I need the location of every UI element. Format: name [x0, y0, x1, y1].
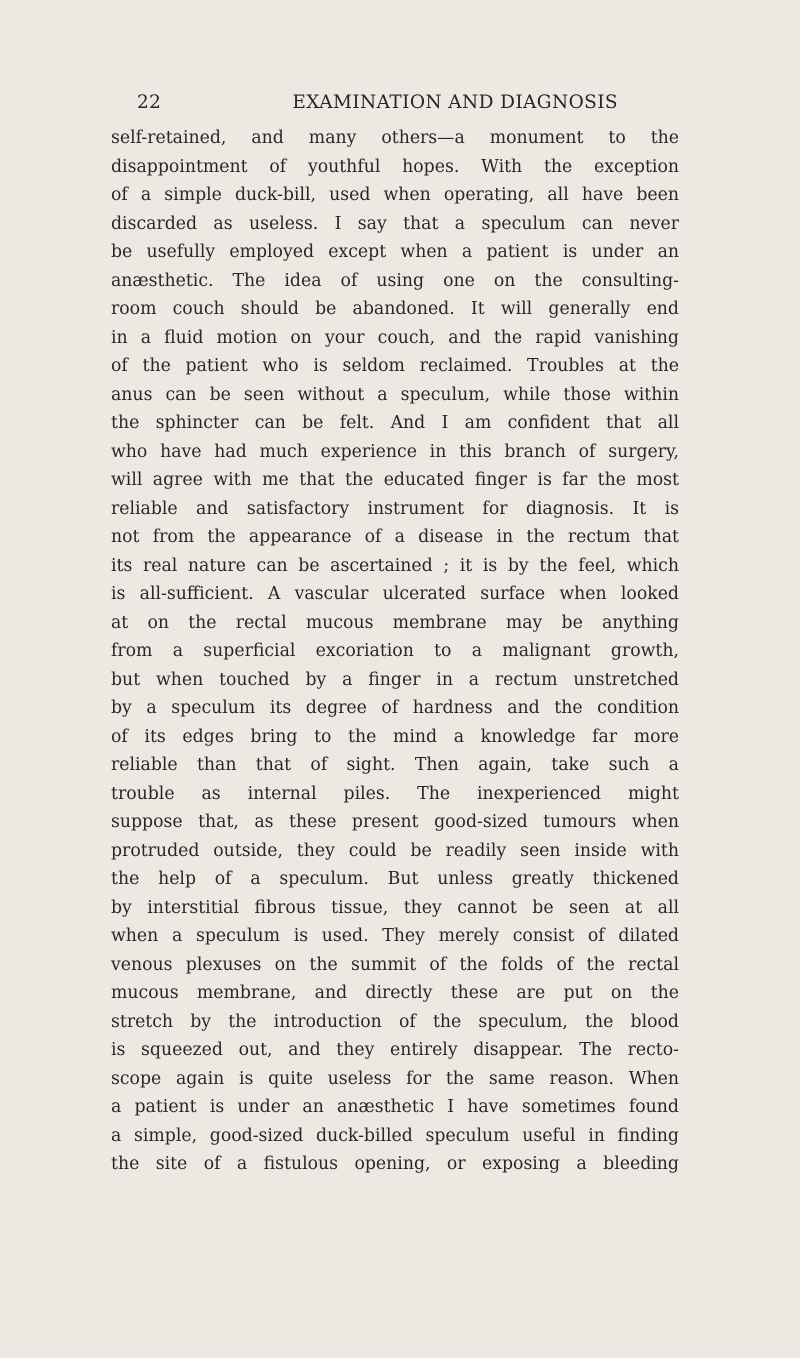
- text-line: anæsthetic. The idea of using one on the consulting-: [111, 270, 679, 291]
- page-header: [137, 92, 618, 122]
- text-line: be usefully employed except when a patient is under an: [111, 242, 679, 262]
- text-line: from a superficial excoriation to a malignant growth,: [111, 641, 679, 661]
- text-line: reliable than that of sight. Then again, take such a: [111, 755, 679, 775]
- text-line: a patient is under an anæsthetic I have sometimes found: [111, 1097, 679, 1117]
- text-line: the site of a fistulous opening, or exposing a bleeding: [111, 1154, 679, 1174]
- text-line: reliable and satisfactory instrument for diagnosis. It is: [111, 498, 679, 519]
- text-line: of the patient who is seldom reclaimed. Troubles at the: [111, 356, 679, 376]
- text-line: anus can be seen without a speculum, while those within: [111, 384, 679, 405]
- text-line: not from the appearance of a disease in the rectum that: [111, 527, 679, 547]
- text-line: who have had much experience in this branch of surgery,: [111, 441, 679, 462]
- text-line: by interstitial fibrous tissue, they cannot be seen at all: [111, 897, 679, 918]
- text-line: is all-sufficient. A vascular ulcerated surface when looked: [111, 584, 679, 604]
- text-line: its real nature can be ascertained ; it is by the feel, which: [111, 555, 679, 576]
- text-line: is squeezed out, and they entirely disappear. The recto-: [111, 1040, 679, 1060]
- text-line: of a simple duck-bill, used when operating, all have been: [111, 185, 679, 205]
- text-line: by a speculum its degree of hardness and the condition: [111, 698, 679, 718]
- text-line: when a speculum is used. They merely consist of dilated: [111, 926, 679, 946]
- text-line: but when touched by a finger in a rectum unstretched: [111, 669, 679, 690]
- text-line: suppose that, as these present good-sized tumours when: [111, 812, 679, 832]
- text-line: discarded as useless. I say that a speculum can never: [111, 213, 679, 234]
- text-line: the sphincter can be felt. And I am confident that all: [111, 413, 679, 433]
- text-line: scope again is quite useless for the same reason. When: [111, 1068, 679, 1089]
- text-line: of its edges bring to the mind a knowledge far more: [111, 726, 679, 747]
- text-line: mucous membrane, and directly these are put on the: [111, 983, 679, 1003]
- text-line: will agree with me that the educated finger is far the most: [111, 470, 679, 490]
- text-line: trouble as internal piles. The inexperienced might: [111, 783, 679, 804]
- text-line: the help of a speculum. But unless greatly thickened: [111, 869, 679, 889]
- text-line: self-retained, and many others—a monument to the: [111, 128, 679, 148]
- page-number: 22: [137, 92, 162, 113]
- running-title: EXAMINATION AND DIAGNOSIS: [292, 92, 618, 113]
- text-line: in a fluid motion on your couch, and the rapid vanishing: [111, 327, 679, 348]
- text-line: room couch should be abandoned. It will generally end: [111, 299, 679, 319]
- text-line: protruded outside, they could be readily seen inside with: [111, 840, 679, 861]
- text-line: a simple, good-sized duck-billed speculum useful in finding: [111, 1125, 679, 1146]
- text-line: venous plexuses on the summit of the folds of the rectal: [111, 954, 679, 975]
- body-text: [111, 124, 679, 1179]
- text-line: at on the rectal mucous membrane may be anything: [111, 612, 679, 633]
- text-line: disappointment of youthful hopes. With the exception: [111, 156, 679, 177]
- text-line: stretch by the introduction of the speculum, the blood: [111, 1011, 679, 1032]
